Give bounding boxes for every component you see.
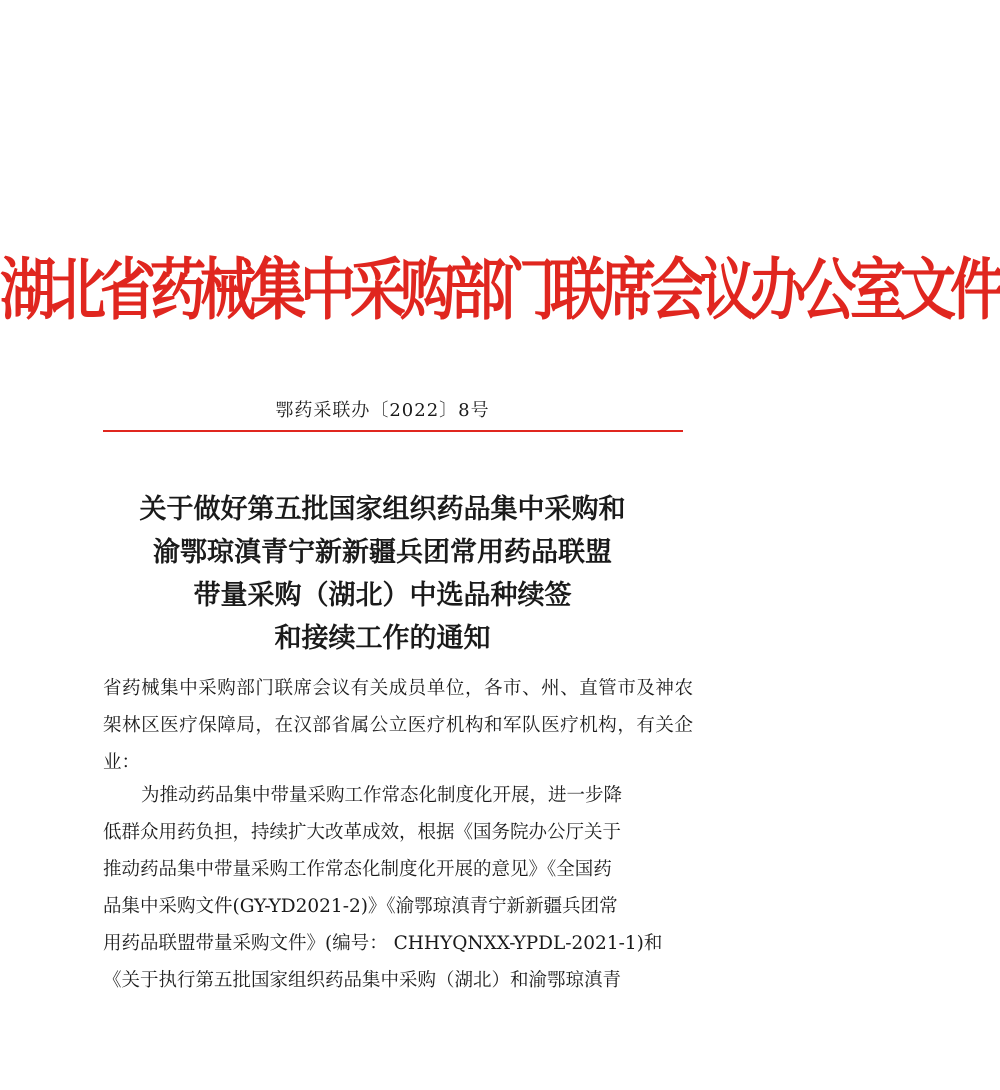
notice-title-line: 关于做好第五批国家组织药品集中采购和 (139, 494, 626, 525)
body-line: 推动药品集中带量采购工作常态化制度化开展的意见》《全国药 (103, 859, 612, 880)
body-paragraph (103, 777, 693, 999)
addressee-paragraph: 省药械集中采购部门联席会议有关成员单位，各市、州、直管市及神农架林区医疗保障局，在汉部省属公立医疗机构和军队医疗机构，有关企业： (103, 678, 693, 773)
notice-title (0, 488, 765, 660)
notice-title-line: 和接续工作的通知 (274, 623, 491, 654)
body-line: 低群众用药负担，持续扩大改革成效，根据《国务院办公厅关于 (103, 822, 622, 843)
body-line: 用药品联盟带量采购文件》(编号： CHHYQNXX-YPDL-2021-1)和 (103, 933, 663, 954)
document-number: 鄂药采联办〔2022〕8号 (275, 400, 490, 421)
red-separator-line (103, 430, 683, 432)
body-line: 《关于执行第五批国家组织药品集中采购（湖北）和渝鄂琼滇青 (103, 970, 622, 991)
issuing-office-title: 湖北省药械集中采购部门联席会议办公室文件 (0, 250, 1000, 330)
body-line: 品集中采购文件(GY-YD2021-2)》《渝鄂琼滇青宁新新疆兵团常 (103, 896, 618, 917)
body-line: 为推动药品集中带量采购工作常态化制度化开展，进一步降 (141, 785, 623, 806)
notice-title-line: 带量采购（湖北）中选品种续签 (193, 580, 572, 611)
notice-title-line: 渝鄂琼滇青宁新新疆兵团常用药品联盟 (153, 537, 612, 568)
